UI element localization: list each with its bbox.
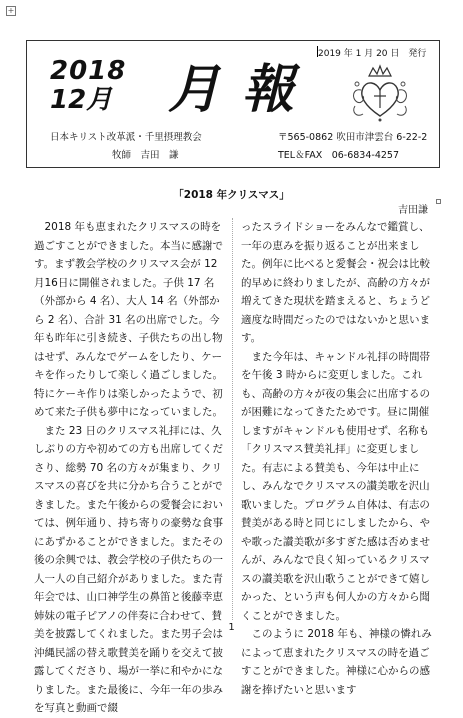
church-name: 日本キリスト改革派・千里摂理教会	[50, 132, 202, 143]
paragraph: また今年は、キャンドル礼拝の時間帯を午後 3 時からに変更しました。これも、高齢の方々が夜の集会に出席するのが困難になってきたためです。昼に開催しますがキャンドルも使用せず、名称も「クリスマス賛美礼拝」に変更しました。有志による賛美も、今年は中止にし、みんなでクリスマスの讃美歌を沢山歌いました。プログラム自体は、有志の賛美がある時と同じにしましたから、やや歌った讃美歌が多すぎた感は否めませんが、みんなで良く知っているクリスマスの讃美歌を沢山歌うことができて嬉しかった、という声も何人かの方々から聞くことができました。	[241, 350, 430, 622]
article-author: 吉田謙	[398, 205, 428, 216]
column-divider	[232, 218, 233, 620]
paragraph: また 23 日のクリスマス礼拝には、久しぶりの方や初めての方も出席してくださり、総勢 70 名の方々が集まり、クリスマスの喜びを共に分かち合うことができました。また午後からの愛餐会においては、例年通り、持ち寄りの豪勢な食事にあずかることができました。またその後の余興では、教会学校の子供たちの一人一人の自己紹介がありました。また青年会では、山口神学生の鼻笛と後藤幸恵姉妹の電子ピアノの伴奏に合わせて、賛美を披露してくれました。また男子会は沖縄民謡の替え歌賛美を踊りを交えて披露してくださり、場が一挙に和やかになりました。また最後に、今年一年の歩みを写真と動画で綴	[34, 424, 223, 714]
article-column-left	[34, 218, 230, 718]
church-crest-icon	[345, 62, 415, 124]
issue-year: 2018	[50, 56, 127, 86]
pastor-name: 牧師 吉田 謙	[112, 150, 179, 161]
page-number: 1	[228, 622, 235, 633]
text-box-handle-icon	[436, 199, 441, 204]
article-title: 「2018 年クリスマス」	[173, 189, 290, 201]
issue-date: 2019 年 1 月 20 日 発行	[318, 49, 427, 59]
masthead-title: 月報	[168, 59, 317, 120]
issue-month: 12月	[50, 85, 113, 115]
layout-anchor-icon: +	[7, 6, 15, 15]
paragraph: このように 2018 年も、神様の憐れみによって恵まれたクリスマスの時を過ごすことができました。神様に心からの感謝を捧げたいと思います	[241, 628, 432, 696]
paragraph: 2018 年も恵まれたクリスマスの時を過ごすことができました。本当に感謝です。まず教会学校のクリスマス会が 12 月16日に開催されました。子供 17 名（外部から 4 名）、大人 14 名（外部から 2 名）、合計 31 名の出席でした。今年も昨年に引き続き、子供たちの出し物はせず、みんなでゲームをしたり、ケーキを作ったりして楽しく過ごしました。特にケーキ作りは楽しかったようで、初めて来た子供も夢中になっていました。	[34, 221, 223, 418]
paragraph: ったスライドショーをみんなで鑑賞し、一年の恵みを振り返ることが出来ました。例年に比べると愛餐会・祝会は比較的早めに終わりましたが、高齢の方々が増えてきた現状を踏まえると、ちょうど適度な時間だったのではないかと思います。	[241, 221, 430, 344]
church-address: 〒565-0862 吹田市津雲台 6-22-2	[278, 132, 428, 143]
tel-fax: TEL＆FAX 06-6834-4257	[278, 150, 399, 161]
